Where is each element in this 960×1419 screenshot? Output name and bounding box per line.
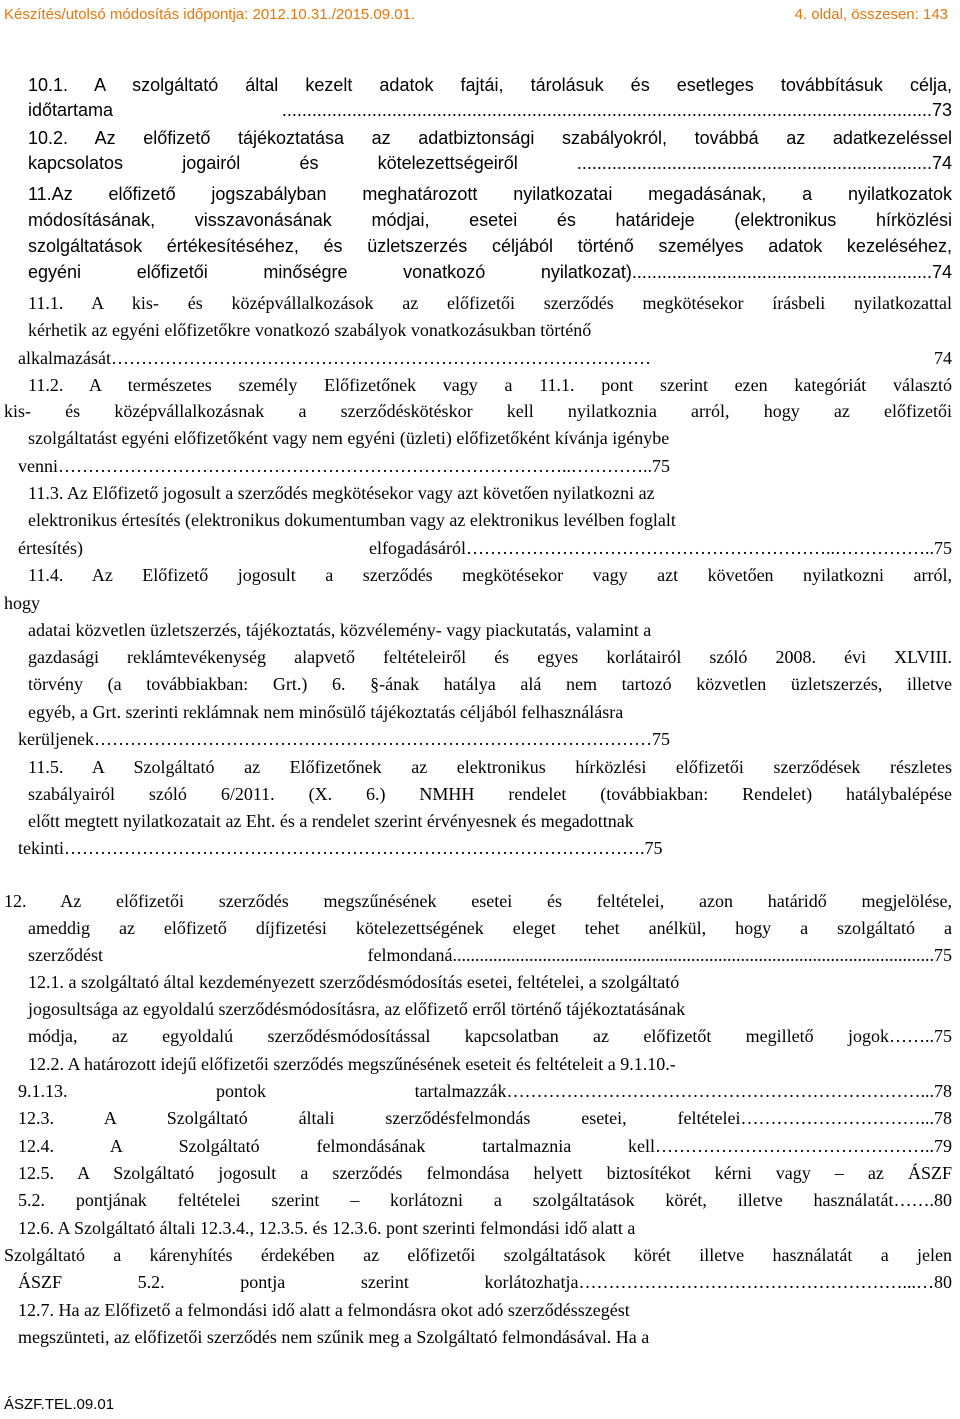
toc-entry-12-7[interactable]: 12.7. Ha az Előfizető a felmondási idő alatt a felmondásra okot adó szerződésszegést (18, 1300, 630, 1320)
toc-entry-11-5-cont-3[interactable]: tekinti…………………………………………………………………………………….75 (18, 838, 663, 858)
toc-entry-11-4[interactable]: 11.4. Az Előfizető jogosult a szerződés megkötésekor vagy azt követően nyilatkozni arról, (28, 565, 952, 585)
toc-entry-12-6-cont-1[interactable]: Szolgáltató a kárenyhítés érdekében az előfizetői szolgáltatások körét illetve használatát a jelen (4, 1245, 952, 1265)
toc-entry-11-3[interactable]: 11.3. Az Előfizető jogosult a szerződés megkötésekor vagy azt követően nyilatkozni az (28, 483, 655, 503)
toc-entry-11-4-cont-5[interactable]: egyéb, a Grt. szerinti reklámnak nem minősülő tájékoztatás céljából felhasználásra (28, 702, 624, 722)
toc-entry-11-cont-1[interactable]: módosításának, visszavonásának módjai, esetei és határideje (elektronikus hírközlési (28, 210, 952, 230)
toc-entry-12-2[interactable]: 12.2. A határozott idejű előfizetői szerződés megszűnésének eseteit és feltételeit a 9.1.10.- (28, 1054, 676, 1074)
toc-entry-10-2[interactable]: 10.2. Az előfizető tájékoztatása az adatbiztonsági szabályokról, továbbá az adatkezeléssel (28, 128, 952, 148)
toc-entry-11-cont-3[interactable]: egyéni előfizetői minőségre vonatkozó nyilatkozat)............................................................74 (28, 262, 952, 282)
toc-entry-10-1-cont[interactable]: időtartama ..................................................................................................................................73 (28, 100, 952, 120)
toc-entry-11-4-cont-4[interactable]: törvény (a továbbiakban: Grt.) 6. §-ának hatálya alá nem tartozó közvetlen üzletszerzés, illetve (28, 674, 952, 694)
toc-entry-11-2-cont-3[interactable]: venni…………………………………………………………………………..…………..75 (18, 456, 670, 476)
toc-entry-12-6[interactable]: 12.6. A Szolgáltató általi 12.3.4., 12.3.5. és 12.3.6. pont szerinti felmondási idő alatt a (18, 1218, 636, 1238)
toc-entry-11-5[interactable]: 11.5. A Szolgáltató az Előfizetőnek az elektronikus hírközlési előfizetői szerződések részletes (28, 757, 952, 777)
toc-entry-11-4-cont-6[interactable]: kerüljenek…………………………………………………………………………………75 (18, 729, 670, 749)
toc-entry-12-4[interactable]: 12.4. A Szolgáltató felmondásának tartalmaznia kell………………………………………..79 (18, 1136, 952, 1156)
toc-entry-12-5[interactable]: 12.5. A Szolgáltató jogosult a szerződés felmondása helyett biztosítékot kérni vagy – az ÁSZF (18, 1163, 952, 1183)
toc-entry-12[interactable]: 12. Az előfizetői szerződés megszűnésének esetei és feltételei, azon határidő megjelölése, (4, 891, 952, 911)
toc-entry-12-1-cont-2[interactable]: módja, az egyoldalú szerződésmódosítással kapcsolatban az előfizetőt megillető jogok……..75 (28, 1026, 952, 1046)
toc-entry-11-4-cont-1[interactable]: hogy (4, 593, 40, 613)
toc-entry-11-3-cont-1[interactable]: elektronikus értesítés (elektronikus dokumentumban vagy az elektronikus levélben foglalt (28, 510, 676, 530)
toc-entry-11-1-cont-1[interactable]: kérhetik az egyéni előfizetőkre vonatkozó szabályok vonatkozásukban történő (28, 320, 592, 340)
toc-entry-11-4-cont-2[interactable]: adatai közvetlen üzletszerzés, tájékoztatás, közvélemény- vagy piackutatás, valamint a (28, 620, 652, 640)
toc-entry-12-3[interactable]: 12.3. A Szolgáltató általi szerződésfelmondás esetei, feltételei…………………………...78 (18, 1108, 952, 1128)
toc-entry-11[interactable]: 11.Az előfizető jogszabályban meghatározott nyilatkozatai megadásának, a nyilatkozatok (28, 184, 952, 204)
toc-entry-12-1-cont-1[interactable]: jogosultsága az egyoldalú szerződésmódosításra, az előfizető erről történő tájékoztatásának (28, 999, 686, 1019)
toc-entry-12-5-cont[interactable]: 5.2. pontjának feltételei szerint – korlátozni a szolgáltatások körét, illetve használatát…….80 (18, 1190, 952, 1210)
toc-entry-11-2-cont-1[interactable]: kis- és középvállalkozásnak a szerződéskötéskor kell nyilatkoznia arról, hogy az előfizetői (4, 401, 952, 421)
toc-entry-11-3-cont-2[interactable]: értesítés) elfogadásáról……………………………………………………..……………..75 (18, 538, 952, 558)
toc-entry-11-4-cont-3[interactable]: gazdasági reklámtevékenység alapvető feltételeiről és egyes korlátairól szóló 2008. évi XLVIII. (28, 647, 952, 667)
toc-entry-10-2-cont[interactable]: kapcsolatos jogairól és kötelezettségeiről .......................................................................74 (28, 153, 952, 173)
toc-entry-12-1[interactable]: 12.1. a szolgáltató által kezdeményezett szerződésmódosítás esetei, feltételei, a szolgáltató (28, 972, 680, 992)
toc-entry-12-cont-2[interactable]: szerződést felmondaná...........................................................................................................75 (28, 945, 952, 965)
toc-entry-12-7-cont[interactable]: megszünteti, az előfizetői szerződés nem szűnik meg a Szolgáltató felmondásával. Ha a (18, 1327, 650, 1347)
toc-entry-10-1[interactable]: 10.1. A szolgáltató által kezelt adatok fajtái, tárolásuk és esetleges továbbításuk célja, (28, 75, 952, 95)
header-revision-date: Készítés/utolsó módosítás időpontja: 2012.10.31./2015.09.01. (4, 6, 416, 23)
page-header (4, 6, 948, 26)
toc-entry-11-cont-2[interactable]: szolgáltatások értékesítéséhez, és üzletszerzés céljából történő személyes adatok kezeléséhez, (28, 236, 952, 256)
page-footer: ÁSZF.TEL.09.01 (4, 1396, 115, 1413)
toc-entry-12-cont-1[interactable]: ameddig az előfizető díjfizetési kötelezettségének eleget tehet anélkül, hogy a szolgáltató a (28, 918, 952, 938)
toc-entry-11-5-cont-1[interactable]: szabályairól szóló 6/2011. (X. 6.) NMHH rendelet (továbbiakban: Rendelet) hatálybalépése (28, 784, 952, 804)
toc-entry-12-2-cont[interactable]: 9.1.13. pontok tartalmazzák……………………………………………………………...78 (18, 1081, 952, 1101)
toc-entry-11-1[interactable]: 11.1. A kis- és középvállalkozások az előfizetői szerződés megkötésekor írásbeli nyilatkozattal (28, 293, 952, 313)
header-page-counter: 4. oldal, összesen: 143 (794, 6, 948, 23)
toc-entry-11-2-cont-2[interactable]: szolgáltatást egyéni előfizetőként vagy nem egyéni (üzleti) előfizetőként kívánja igénybe (28, 428, 670, 448)
toc-entry-12-6-cont-2[interactable]: ÁSZF 5.2. pontja szerint korlátozhatja………………………………………………...…80 (18, 1272, 952, 1292)
toc-entry-11-2[interactable]: 11.2. A természetes személy Előfizetőnek vagy a 11.1. pont szerint ezen kategóriát választó (28, 375, 952, 395)
toc-entry-11-5-cont-2[interactable]: előtt megtett nyilatkozatait az Eht. és a rendelet szerint érvényesnek és megadottnak (28, 811, 634, 831)
toc-entry-11-1-cont-2[interactable]: alkalmazását……………………………………………………………………………… 74 (18, 348, 952, 368)
